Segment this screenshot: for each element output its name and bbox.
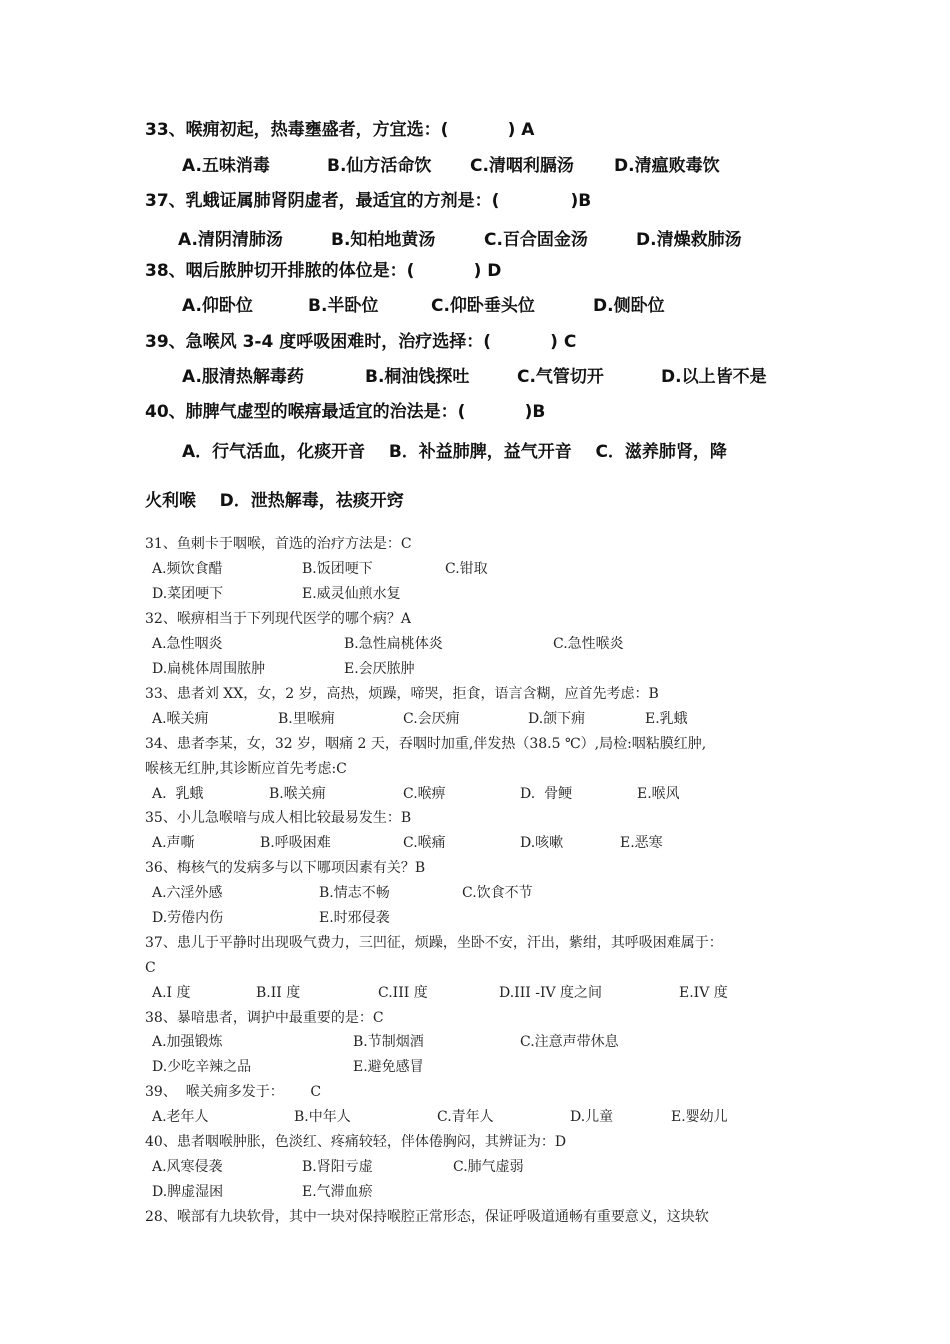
option-row [152,709,852,729]
option: D.劳倦内伤 [152,910,224,926]
option: D.侧卧位 [593,296,665,316]
option: C.气管切开 [517,367,604,387]
option: D.清燥救肺汤 [636,230,742,250]
option: C.喉痹 [403,786,446,802]
option: A.加强锻炼 [152,1034,223,1050]
question-stem: 34、患者李某，女，32 岁，咽痛 2 天，吞咽时加重,伴发热（38.5 ℃）,局检:咽粘膜红肿, [145,736,707,752]
option-line: 火利喉 D．泄热解毒，祛痰开窍 [145,491,404,511]
question-stem: 39、 喉关痈多发于： C [145,1084,322,1100]
option: D.少吃辛辣之品 [152,1059,252,1075]
option: B.仙方活命饮 [327,156,432,176]
option: A.六淫外感 [152,885,223,901]
option-row [152,559,852,579]
option: D.颌下痈 [528,711,586,727]
option: D.咳嗽 [520,835,564,851]
option-row [152,1032,852,1052]
question-stem: 35、小儿急喉喑与成人相比较最易发生：B [145,810,412,826]
option: B.知柏地黄汤 [331,230,436,250]
option: B.桐油饯探吐 [365,367,470,387]
option: E.恶寒 [620,835,663,851]
option: D.儿童 [570,1109,614,1125]
option: B.呼吸困难 [260,835,331,851]
option: E.乳蛾 [645,711,688,727]
option: C.钳取 [445,561,488,577]
question-stem: 37、患儿于平静时出现吸气费力，三凹征，烦躁，坐卧不安，汗出，紫绀，其呼吸困难属于： [145,935,723,951]
question-stem: 39、急喉风 3-4 度呼吸困难时，治疗选择：( ) C [145,332,577,352]
option: C.喉痛 [403,835,446,851]
option-row [152,1157,852,1177]
option: E.避免感冒 [353,1059,424,1075]
option: A.仰卧位 [182,296,253,316]
question-stem: 38、暴喑患者，调护中最重要的是：C [145,1010,384,1026]
option: A. 乳蛾 [152,786,204,802]
option: A.老年人 [152,1109,209,1125]
question-stem: 33、患者刘 XX，女，2 岁，高热，烦躁，啼哭，拒食，语言含糊，应首先考虑：B [145,686,659,702]
option: B.情志不畅 [319,885,390,901]
option: E.气滞血瘀 [302,1184,373,1200]
question-stem: 38、咽后脓肿切开排脓的体位是：( ) D [145,261,502,281]
question-stem: 28、喉部有九块软骨，其中一块对保持喉腔正常形态，保证呼吸道通畅有重要意义，这块软 [145,1209,709,1225]
option-row [152,1107,852,1127]
option: B.肾阳亏虚 [302,1159,373,1175]
option: A.五味消毒 [182,156,270,176]
option: B.II 度 [256,985,301,1001]
option-row [152,1057,852,1077]
question-stem: 33、喉痈初起，热毒壅盛者，方宜选：( ) A [145,120,535,140]
option: D.清瘟败毒饮 [614,156,720,176]
option-row [152,833,852,853]
question-stem: 31、鱼刺卡于咽喉，首选的治疗方法是：C [145,536,412,552]
option: C.青年人 [437,1109,494,1125]
option: B.节制烟酒 [353,1034,424,1050]
option: B.饭团哽下 [302,561,373,577]
question-stem: 40、患者咽喉肿胀，色淡红、疼痛较轻，伴体倦胸闷，其辨证为：D [145,1134,567,1150]
option: C.饮食不节 [462,885,533,901]
option: D.脾虚湿困 [152,1184,224,1200]
question-stem: 32、喉痹相当于下列现代医学的哪个病？A [145,611,411,627]
option-row [152,983,852,1003]
question-stem-continued: C [145,960,156,976]
option: E.喉风 [637,786,680,802]
option: A.服清热解毒药 [182,367,304,387]
option: D. 骨鲠 [520,786,573,802]
option: C.肺气虚弱 [453,1159,524,1175]
option: B.喉关痈 [269,786,326,802]
option-row [152,784,852,804]
option: A.声嘶 [152,835,195,851]
option: C.仰卧垂头位 [431,296,535,316]
option: D.以上皆不是 [661,367,767,387]
option: C.会厌痈 [403,711,460,727]
option: B.半卧位 [308,296,379,316]
option: A.风寒侵袭 [152,1159,223,1175]
option-row [152,659,852,679]
option: C.急性喉炎 [553,636,624,652]
option: E.婴幼儿 [671,1109,728,1125]
question-stem: 37、乳蛾证属肺肾阴虚者，最适宜的方剂是：( )B [145,191,592,211]
option: C.百合固金汤 [484,230,588,250]
option-row [182,154,882,178]
option: B.中年人 [294,1109,351,1125]
option-row [152,883,852,903]
option: C.III 度 [378,985,428,1001]
option-line: A．行气活血，化痰开音 B．补益肺脾，益气开音 C．滋养肺肾，降 [182,442,727,462]
option: D.菜团哽下 [152,586,224,602]
option: B.里喉痈 [278,711,335,727]
option-row [152,634,852,654]
option: A.频饮食醋 [152,561,223,577]
question-stem-continued: 喉核无红肿,其诊断应首先考虑:C [145,761,347,777]
option: E.IV 度 [679,985,728,1001]
option: C.注意声带休息 [520,1034,619,1050]
option: E.威灵仙煎水复 [302,586,401,602]
option-row [178,228,878,252]
option-row [152,1182,852,1202]
option: C.清咽利膈汤 [470,156,574,176]
option-row [182,365,882,389]
option-row [152,908,852,928]
option-row [152,584,852,604]
option: E.时邪侵袭 [319,910,390,926]
option: D.扁桃体周围脓肿 [152,661,266,677]
option: D.III -IV 度之间 [499,985,603,1001]
question-stem: 40、肺脾气虚型的喉痦最适宜的治法是：( )B [145,402,546,422]
option: E.会厌脓肿 [344,661,415,677]
option: B.急性扁桃体炎 [344,636,443,652]
option: A.清阴清肺汤 [178,230,283,250]
option: A.喉关痈 [152,711,209,727]
option: A.I 度 [152,985,191,1001]
question-stem: 36、梅核气的发病多与以下哪项因素有关？B [145,860,426,876]
option: A.急性咽炎 [152,636,223,652]
option-row [182,294,882,318]
